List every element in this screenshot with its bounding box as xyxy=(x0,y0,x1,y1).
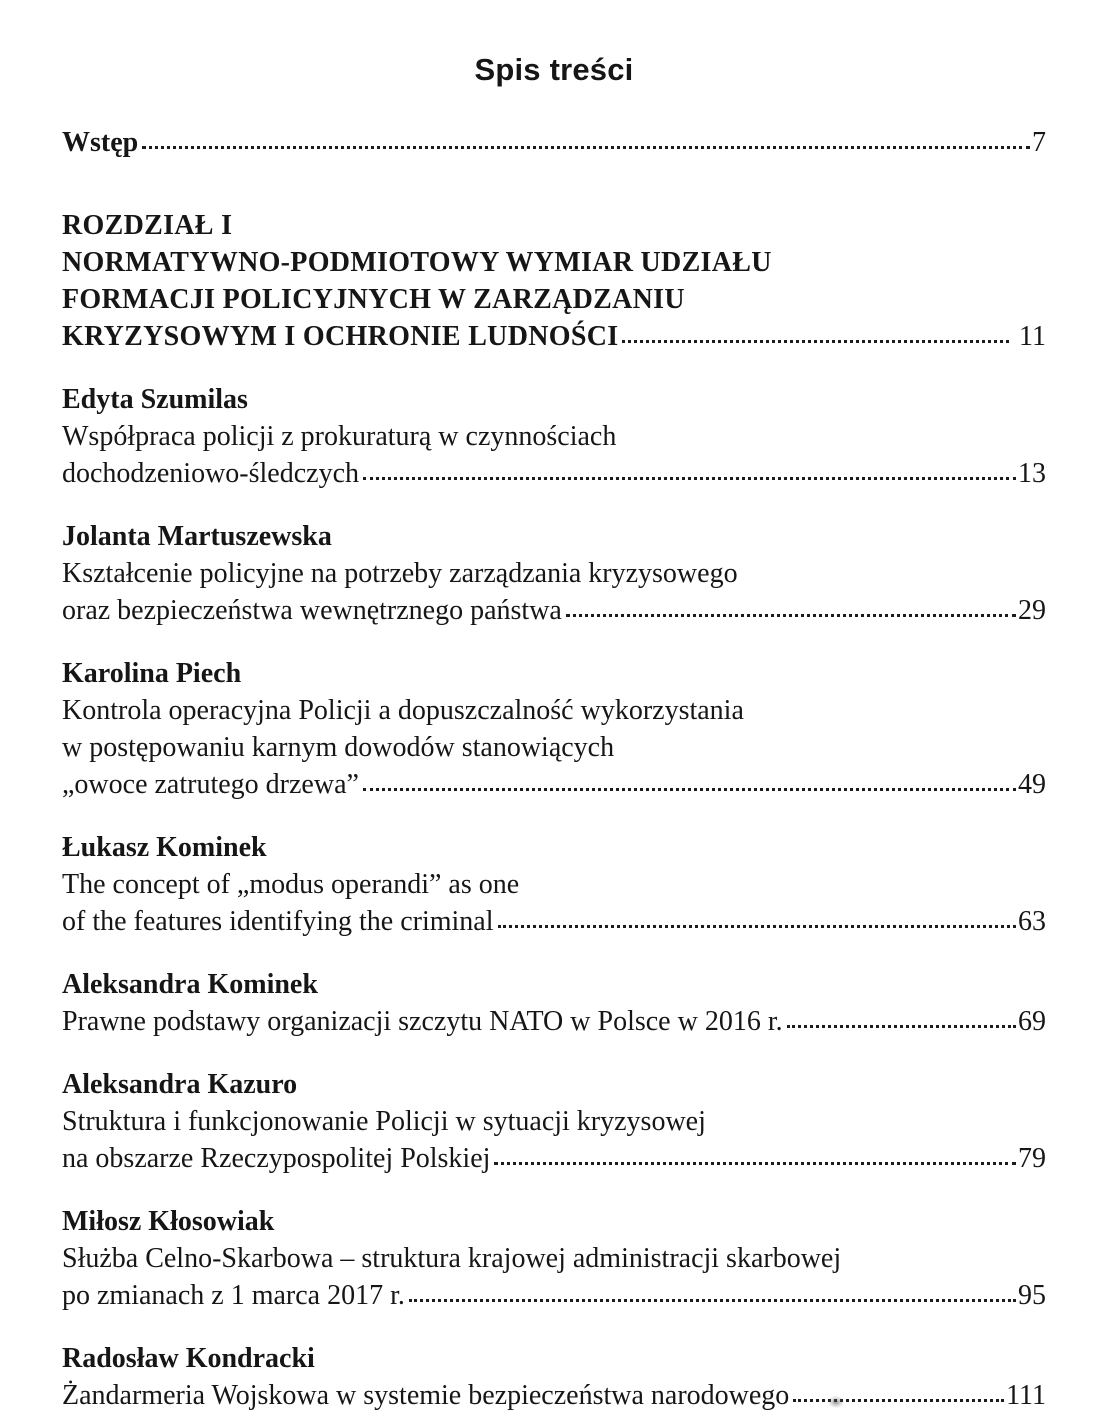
dot-leader xyxy=(494,1162,1016,1165)
dot-leader xyxy=(409,1299,1016,1302)
entry-last-row xyxy=(62,592,1046,629)
entry-title-line: The concept of „modus operandi” as one xyxy=(62,869,520,900)
dot-leader xyxy=(566,614,1016,617)
toc-entry xyxy=(62,518,1046,629)
entry-title-line: „owoce zatrutego drzewa” xyxy=(62,769,359,800)
entry-title-line: Struktura i funkcjonowanie Policji w sytuacji kryzysowej xyxy=(62,1106,706,1137)
entry-page-number: 79 xyxy=(1018,1143,1046,1174)
toc-entry xyxy=(62,966,1046,1040)
entry-title-line: Kształcenie policyjne na potrzeby zarządzania kryzysowego xyxy=(62,558,738,589)
toc-entry xyxy=(62,1066,1046,1177)
chapter-last-row xyxy=(62,318,1046,355)
chapter-title-line: KRYZYSOWYM I OCHRONIE LUDNOŚCI xyxy=(62,321,619,352)
toc-intro-row xyxy=(62,124,1046,161)
entry-page-number: 111 xyxy=(1006,1380,1046,1411)
toc-entry xyxy=(62,655,1046,803)
toc-entry xyxy=(62,1203,1046,1314)
entry-last-row xyxy=(62,1277,1046,1314)
toc-entry xyxy=(62,1340,1046,1414)
dot-leader xyxy=(622,340,1009,343)
entry-last-row xyxy=(62,766,1046,803)
entry-page-number: 95 xyxy=(1018,1280,1046,1311)
intro-page-number: 7 xyxy=(1032,127,1046,158)
entry-author: Radosław Kondracki xyxy=(62,1343,315,1374)
entry-title-line: oraz bezpieczeństwa wewnętrznego państwa xyxy=(62,595,562,626)
dot-leader xyxy=(363,477,1016,480)
intro-label: Wstęp xyxy=(62,127,139,158)
entry-last-row xyxy=(62,455,1046,492)
entry-page-number: 13 xyxy=(1018,458,1046,489)
entry-page-number: 29 xyxy=(1018,595,1046,626)
chapter-title-line: NORMATYWNO-PODMIOTOWY WYMIAR UDZIAŁU xyxy=(62,247,772,278)
toc-entry xyxy=(62,381,1046,492)
chapter-page-number: 11 xyxy=(1019,321,1046,352)
entry-title-line: na obszarze Rzeczypospolitej Polskiej xyxy=(62,1143,491,1174)
entry-author: Karolina Piech xyxy=(62,658,242,689)
entry-page-number: 69 xyxy=(1018,1006,1046,1037)
entry-last-row xyxy=(62,1377,1046,1414)
entry-title-line: Prawne podstawy organizacji szczytu NATO w Polsce w 2016 r. xyxy=(62,1006,783,1037)
dot-leader xyxy=(498,925,1016,928)
entry-last-row xyxy=(62,1140,1046,1177)
entry-title-line: Kontrola operacyjna Policji a dopuszczalność wykorzystania xyxy=(62,695,744,726)
chapter-title-line: FORMACJI POLICYJNYCH W ZARZĄDZANIU xyxy=(62,284,685,315)
dot-leader xyxy=(793,1399,1004,1402)
toc-entry xyxy=(62,829,1046,940)
dot-leader xyxy=(363,788,1016,791)
entry-author: Aleksandra Kazuro xyxy=(62,1069,298,1100)
entry-title-line: Żandarmeria Wojskowa w systemie bezpieczeństwa narodowego xyxy=(62,1380,790,1411)
entry-title-line: of the features identifying the criminal xyxy=(62,906,494,937)
entry-author: Jolanta Martuszewska xyxy=(62,521,332,552)
entry-author: Edyta Szumilas xyxy=(62,384,248,415)
entry-title-line: w postępowaniu karnym dowodów stanowiących xyxy=(62,732,615,763)
entry-author: Łukasz Kominek xyxy=(62,832,267,863)
entry-title-line: po zmianach z 1 marca 2017 r. xyxy=(62,1280,405,1311)
entry-title-line: Służba Celno-Skarbowa – struktura krajowej administracji skarbowej xyxy=(62,1243,842,1274)
entry-title-line: Współpraca policji z prokuraturą w czynnościach xyxy=(62,421,617,452)
entry-title-line: dochodzeniowo-śledczych xyxy=(62,458,359,489)
entry-last-row xyxy=(62,1003,1046,1040)
entry-page-number: 63 xyxy=(1018,906,1046,937)
chapter-heading-block xyxy=(62,207,1046,355)
entry-last-row xyxy=(62,903,1046,940)
chapter-number-line: ROZDZIAŁ I xyxy=(62,210,233,241)
entry-page-number: 49 xyxy=(1018,769,1046,800)
dot-leader xyxy=(142,146,1030,149)
page-title: Spis treści xyxy=(474,52,634,87)
entry-author: Aleksandra Kominek xyxy=(62,969,318,1000)
dot-leader xyxy=(787,1025,1016,1028)
entry-author: Miłosz Kłosowiak xyxy=(62,1206,275,1237)
scan-smudge-artifact xyxy=(828,1396,844,1408)
